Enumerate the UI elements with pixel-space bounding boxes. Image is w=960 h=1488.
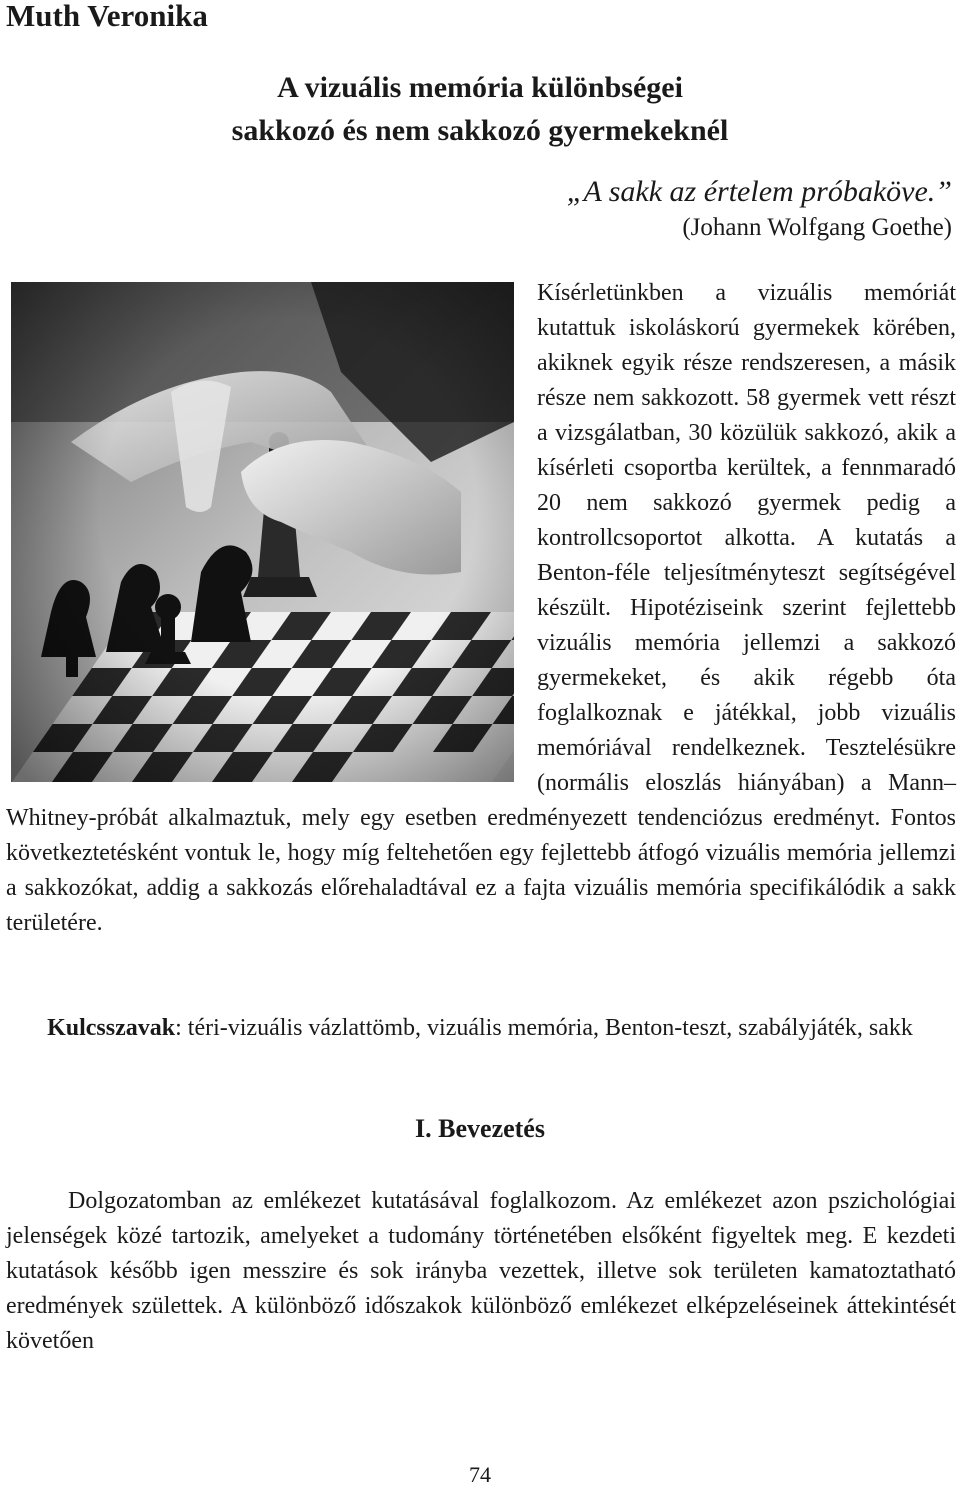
keywords-colon: : bbox=[175, 1015, 182, 1041]
intro-paragraph: Dolgozatomban az emlékezet kutatásával foglalkozom. Az emlékezet azon pszichológiai jelenségek közé tartozik, amelyeket a tudomány történetében elsőként figyeltek meg. E kezdeti kutatások később igen messzire és sok irányba vezettek, illetve sok területen kamatoztatható eredmények születtek. A különböző időszakok különböző emlékezet elképzeléseinek áttekintését követően bbox=[6, 1188, 956, 1354]
keywords-text: téri-vizuális vázlattömb, vizuális memória, Benton-teszt, szabályjáték, sakk bbox=[181, 1015, 913, 1041]
section-heading: I. Bevezetés bbox=[415, 1114, 545, 1143]
keywords-label: Kulcsszavak bbox=[47, 1015, 176, 1041]
epigraph bbox=[567, 174, 952, 246]
abstract-text: Kísérletünkben a vizuális memóriát kutattuk iskoláskorú gyermekek körében, akiknek egyik része rendszeresen, a másik része nem sakkozott. 58 gyermek vett részt a vizsgálatban, 30 közülük sakkozó, akik a kísérleti csoportba kerültek, a fennmaradó 20 nem sakkozó gyermek pedig a kontrollcsoportot alkotta. A kutatás a Benton-féle teljesítményteszt segítségével készült. Hipotéziseink szerint fejlettebb vizuális memória jellemzi a sakkozó gyermekeket, és akik régebb óta foglalkoznak e játékkal, jobb vizuális memóriával rendelkeznek. Tesztelésükre (normális eloszlás hiányában) a Mann–Whitney-próbát alkalmaztuk, mely egy esetben eredményezett tendenciózus eredményt. Fontos következtetésként vontuk le, hogy míg feltehetően egy fejlettebb átfogó vizuális memória jellemzi a sakkozókat, addig a sakkozás előrehaladtával ez a fajta vizuális memória specifikálódik a sakk területére. bbox=[6, 280, 956, 936]
title-line-1: A vizuális memória különbségei bbox=[277, 71, 683, 104]
page-number: 74 bbox=[469, 1462, 491, 1487]
image-wrap-space bbox=[6, 276, 537, 792]
title-line-2: sakkozó és nem sakkozó gyermekeknél bbox=[231, 114, 729, 147]
keywords bbox=[0, 1010, 960, 1046]
abstract bbox=[6, 276, 956, 941]
epigraph-quote: „A sakk az értelem próbaköve.” bbox=[566, 175, 952, 208]
epigraph-attribution: (Johann Wolfgang Goethe) bbox=[682, 214, 952, 241]
article-title bbox=[0, 66, 960, 152]
author-name: Muth Veronika bbox=[6, 0, 208, 33]
